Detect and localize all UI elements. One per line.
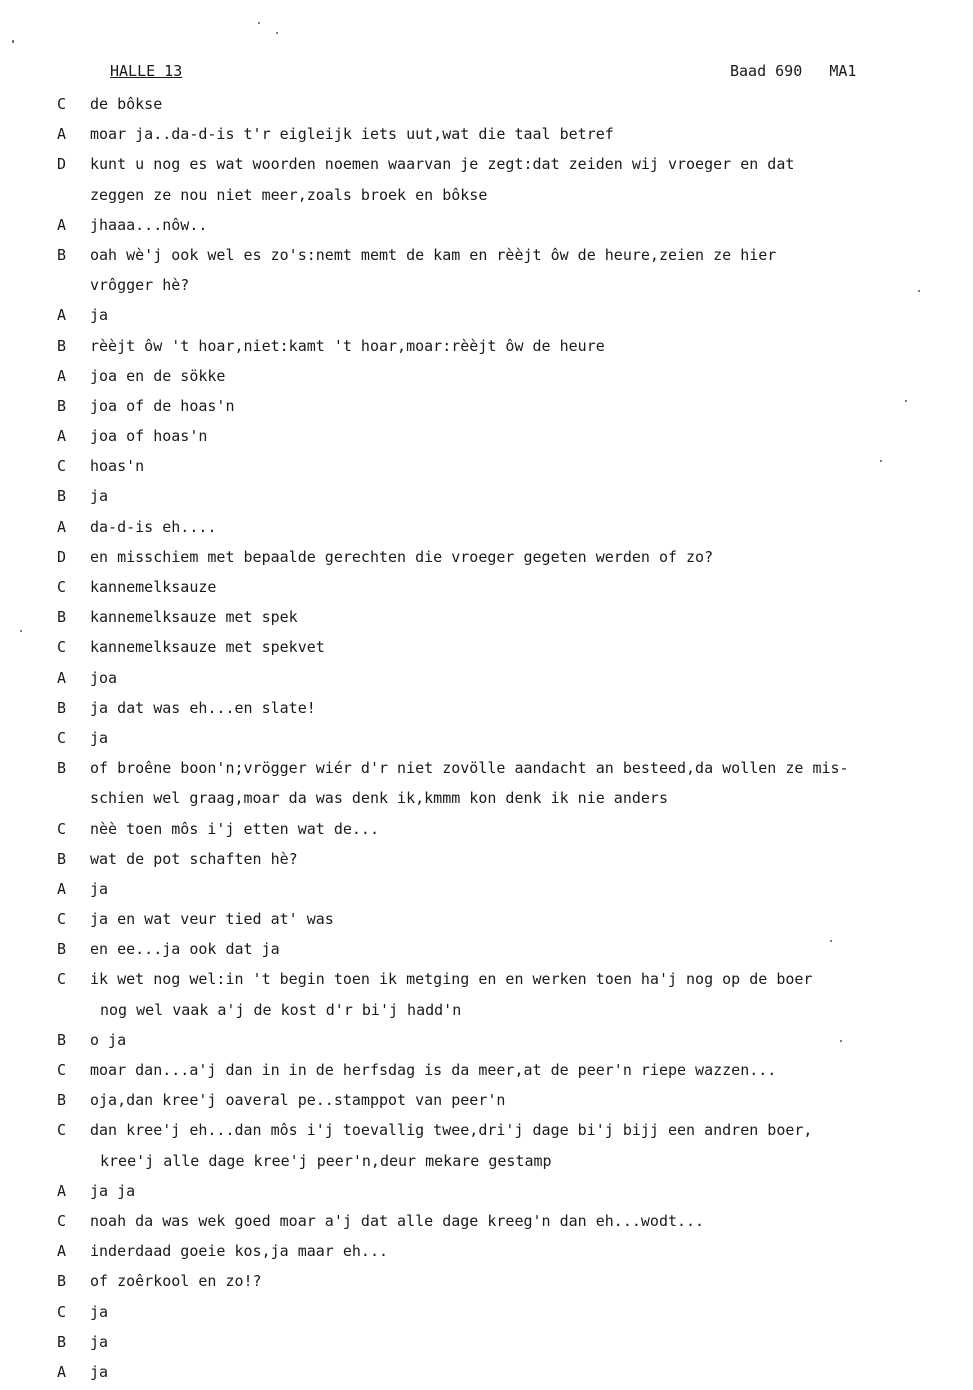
utterance-text: ik wet nog wel:in 't begin toen ik metging en en werken toen ha'j nog op de boer [90, 970, 813, 989]
speaker-label: B [57, 849, 67, 868]
speaker-label: A [57, 517, 67, 536]
speaker-label: C [57, 1121, 67, 1140]
scan-speck [12, 40, 14, 43]
utterance-text: ja [90, 1362, 109, 1381]
transcript-line [0, 454, 973, 484]
transcript-line [0, 1330, 973, 1360]
document-title: HALLE 13 [110, 62, 183, 80]
transcript-lines [0, 92, 973, 1390]
transcript-line [0, 1300, 973, 1330]
utterance-text: rèèjt ôw 't hoar,niet:kamt 't hoar,moar:rèèjt ôw de heure [90, 336, 605, 355]
utterance-text: vrôgger hè? [90, 276, 190, 295]
transcript-line [0, 515, 973, 545]
speaker-label: D [57, 155, 67, 174]
transcript-line [0, 575, 973, 605]
utterance-text: ja dat was eh...en slate! [90, 698, 316, 717]
tape-number: Baad 690 [730, 62, 803, 80]
speaker-label: C [57, 1211, 67, 1230]
speaker-label: B [57, 940, 67, 959]
utterance-text: da-d-is eh.... [90, 517, 217, 536]
transcript-line [0, 1209, 973, 1239]
utterance-text: wat de pot schaften hè? [90, 849, 298, 868]
scan-speck [258, 22, 260, 24]
transcript-line [0, 756, 973, 786]
transcript-line [0, 635, 973, 665]
transcript-line [0, 1239, 973, 1269]
utterance-text: kannemelksauze met spek [90, 608, 298, 627]
utterance-text: moar ja..da-d-is t'r eigleijk iets uut,wat die taal betref [90, 125, 614, 144]
utterance-text: oah wè'j ook wel es zo's:nemt memt de kam en rèèjt ôw de heure,zeien ze hier [90, 245, 777, 264]
page-header [0, 62, 973, 86]
utterance-text: schien wel graag,moar da was denk ik,kmmm kon denk ik nie anders [90, 789, 668, 808]
transcript-line [0, 1360, 973, 1390]
speaker-label: B [57, 608, 67, 627]
speaker-label: B [57, 1030, 67, 1049]
speaker-label: A [57, 879, 67, 898]
speaker-label: A [57, 215, 67, 234]
speaker-label: C [57, 728, 67, 747]
speaker-label: B [57, 336, 67, 355]
transcript-line [0, 1028, 973, 1058]
speaker-label: D [57, 547, 67, 566]
scan-speck [840, 1040, 842, 1042]
utterance-text: ja [90, 1332, 109, 1351]
speaker-label: A [57, 306, 67, 325]
utterance-text: ja ja [90, 1181, 136, 1200]
utterance-text: nog wel vaak a'j de kost d'r bi'j hadd'n [100, 1000, 462, 1019]
speaker-label: A [57, 366, 67, 385]
utterance-text: oja,dan kree'j oaveral pe..stamppot van peer'n [90, 1091, 506, 1110]
utterance-text: de bôkse [90, 95, 163, 113]
utterance-text: kannemelksauze [90, 578, 217, 596]
scan-speck [905, 400, 907, 402]
speaker-label: A [57, 1362, 67, 1381]
speaker-label: C [57, 457, 67, 476]
speaker-label: B [57, 759, 67, 778]
scan-speck [20, 630, 22, 632]
utterance-text: moar dan...a'j dan in in de herfsdag is da meer,at de peer'n riepe wazzen... [90, 1061, 777, 1079]
transcript-line [0, 847, 973, 877]
utterance-text: nèè toen môs i'j etten wat de... [90, 819, 379, 838]
speaker-label: A [57, 125, 67, 144]
transcript-line [0, 183, 973, 213]
utterance-text: kree'j alle dage kree'j peer'n,deur mekare gestamp [100, 1151, 552, 1170]
utterance-text: of zoêrkool en zo!? [90, 1272, 262, 1291]
scan-speck [880, 460, 882, 462]
transcript-line [0, 726, 973, 756]
utterance-text: joa of hoas'n [90, 427, 208, 446]
transcript-line [0, 786, 973, 816]
transcript-line [0, 122, 973, 152]
section-code: MA1 [829, 62, 857, 80]
speaker-label: B [57, 1091, 67, 1110]
transcript-line [0, 213, 973, 243]
speaker-label: B [57, 1272, 67, 1291]
transcript-line [0, 92, 973, 122]
scan-speck [918, 290, 920, 292]
utterance-text: o ja [90, 1030, 127, 1049]
transcript-line [0, 1088, 973, 1118]
utterance-text: joa en de sökke [90, 366, 226, 385]
utterance-text: kannemelksauze met spekvet [90, 638, 325, 657]
scan-speck [276, 32, 278, 34]
speaker-label: B [57, 245, 67, 264]
transcript-line [0, 1149, 973, 1179]
utterance-text: inderdaad goeie kos,ja maar eh... [90, 1242, 389, 1261]
speaker-label: C [57, 95, 67, 113]
transcript-line [0, 817, 973, 847]
transcript-line [0, 1058, 973, 1088]
speaker-label: C [57, 578, 67, 596]
transcript-line [0, 152, 973, 182]
speaker-label: C [57, 1061, 67, 1079]
utterance-text: dan kree'j eh...dan môs i'j toevallig twee,dri'j dage bi'j bijj een andren boer, [90, 1121, 813, 1140]
utterance-text: ja [90, 1302, 109, 1321]
utterance-text: noah da was wek goed moar a'j dat alle dage kreeg'n dan eh...wodt... [90, 1211, 705, 1230]
speaker-label: C [57, 970, 67, 989]
transcript-line [0, 303, 973, 333]
speaker-label: A [57, 1242, 67, 1261]
utterance-text: kunt u nog es wat woorden noemen waarvan je zegt:dat zeiden wij vroeger en dat [90, 155, 795, 174]
speaker-label: B [57, 487, 67, 506]
speaker-label: B [57, 698, 67, 717]
transcript-line [0, 394, 973, 424]
utterance-text: joa [90, 668, 118, 687]
tape-reference [730, 62, 856, 80]
utterance-text: en misschiem met bepaalde gerechten die vroeger gegeten werden of zo? [90, 547, 714, 566]
utterance-text: jhaaa...nôw.. [90, 215, 208, 234]
utterance-text: joa of de hoas'n [90, 396, 235, 415]
speaker-label: B [57, 1332, 67, 1351]
transcript-line [0, 364, 973, 394]
utterance-text: zeggen ze nou niet meer,zoals broek en bôkse [90, 185, 488, 204]
transcript-line [0, 907, 973, 937]
speaker-label: B [57, 396, 67, 415]
speaker-label: C [57, 638, 67, 657]
utterance-text: of broêne boon'n;vrögger wiér d'r niet zovölle aandacht an besteed,da wollen ze mis- [90, 759, 849, 778]
speaker-label: C [57, 819, 67, 838]
transcript-line [0, 666, 973, 696]
scan-speck [830, 940, 832, 942]
speaker-label: C [57, 1302, 67, 1321]
transcript-line [0, 484, 973, 514]
transcript-line [0, 273, 973, 303]
transcript-line [0, 1118, 973, 1148]
transcript-line [0, 937, 973, 967]
transcript-line [0, 334, 973, 364]
transcript-line [0, 967, 973, 997]
utterance-text: en ee...ja ook dat ja [90, 940, 280, 959]
transcript-line [0, 605, 973, 635]
speaker-label: A [57, 427, 67, 446]
transcript-line [0, 877, 973, 907]
transcript-line [0, 1179, 973, 1209]
transcript-line [0, 696, 973, 726]
utterance-text: ja [90, 487, 109, 506]
transcript-line [0, 998, 973, 1028]
utterance-text: ja [90, 306, 109, 325]
transcript-line [0, 424, 973, 454]
transcript-line [0, 545, 973, 575]
speaker-label: A [57, 668, 67, 687]
speaker-label: C [57, 910, 67, 929]
speaker-label: A [57, 1181, 67, 1200]
utterance-text: ja [90, 728, 109, 747]
utterance-text: hoas'n [90, 457, 145, 476]
transcript-line [0, 243, 973, 273]
utterance-text: ja en wat veur tied at' was [90, 910, 334, 929]
utterance-text: ja [90, 879, 109, 898]
transcript-line [0, 1269, 973, 1299]
